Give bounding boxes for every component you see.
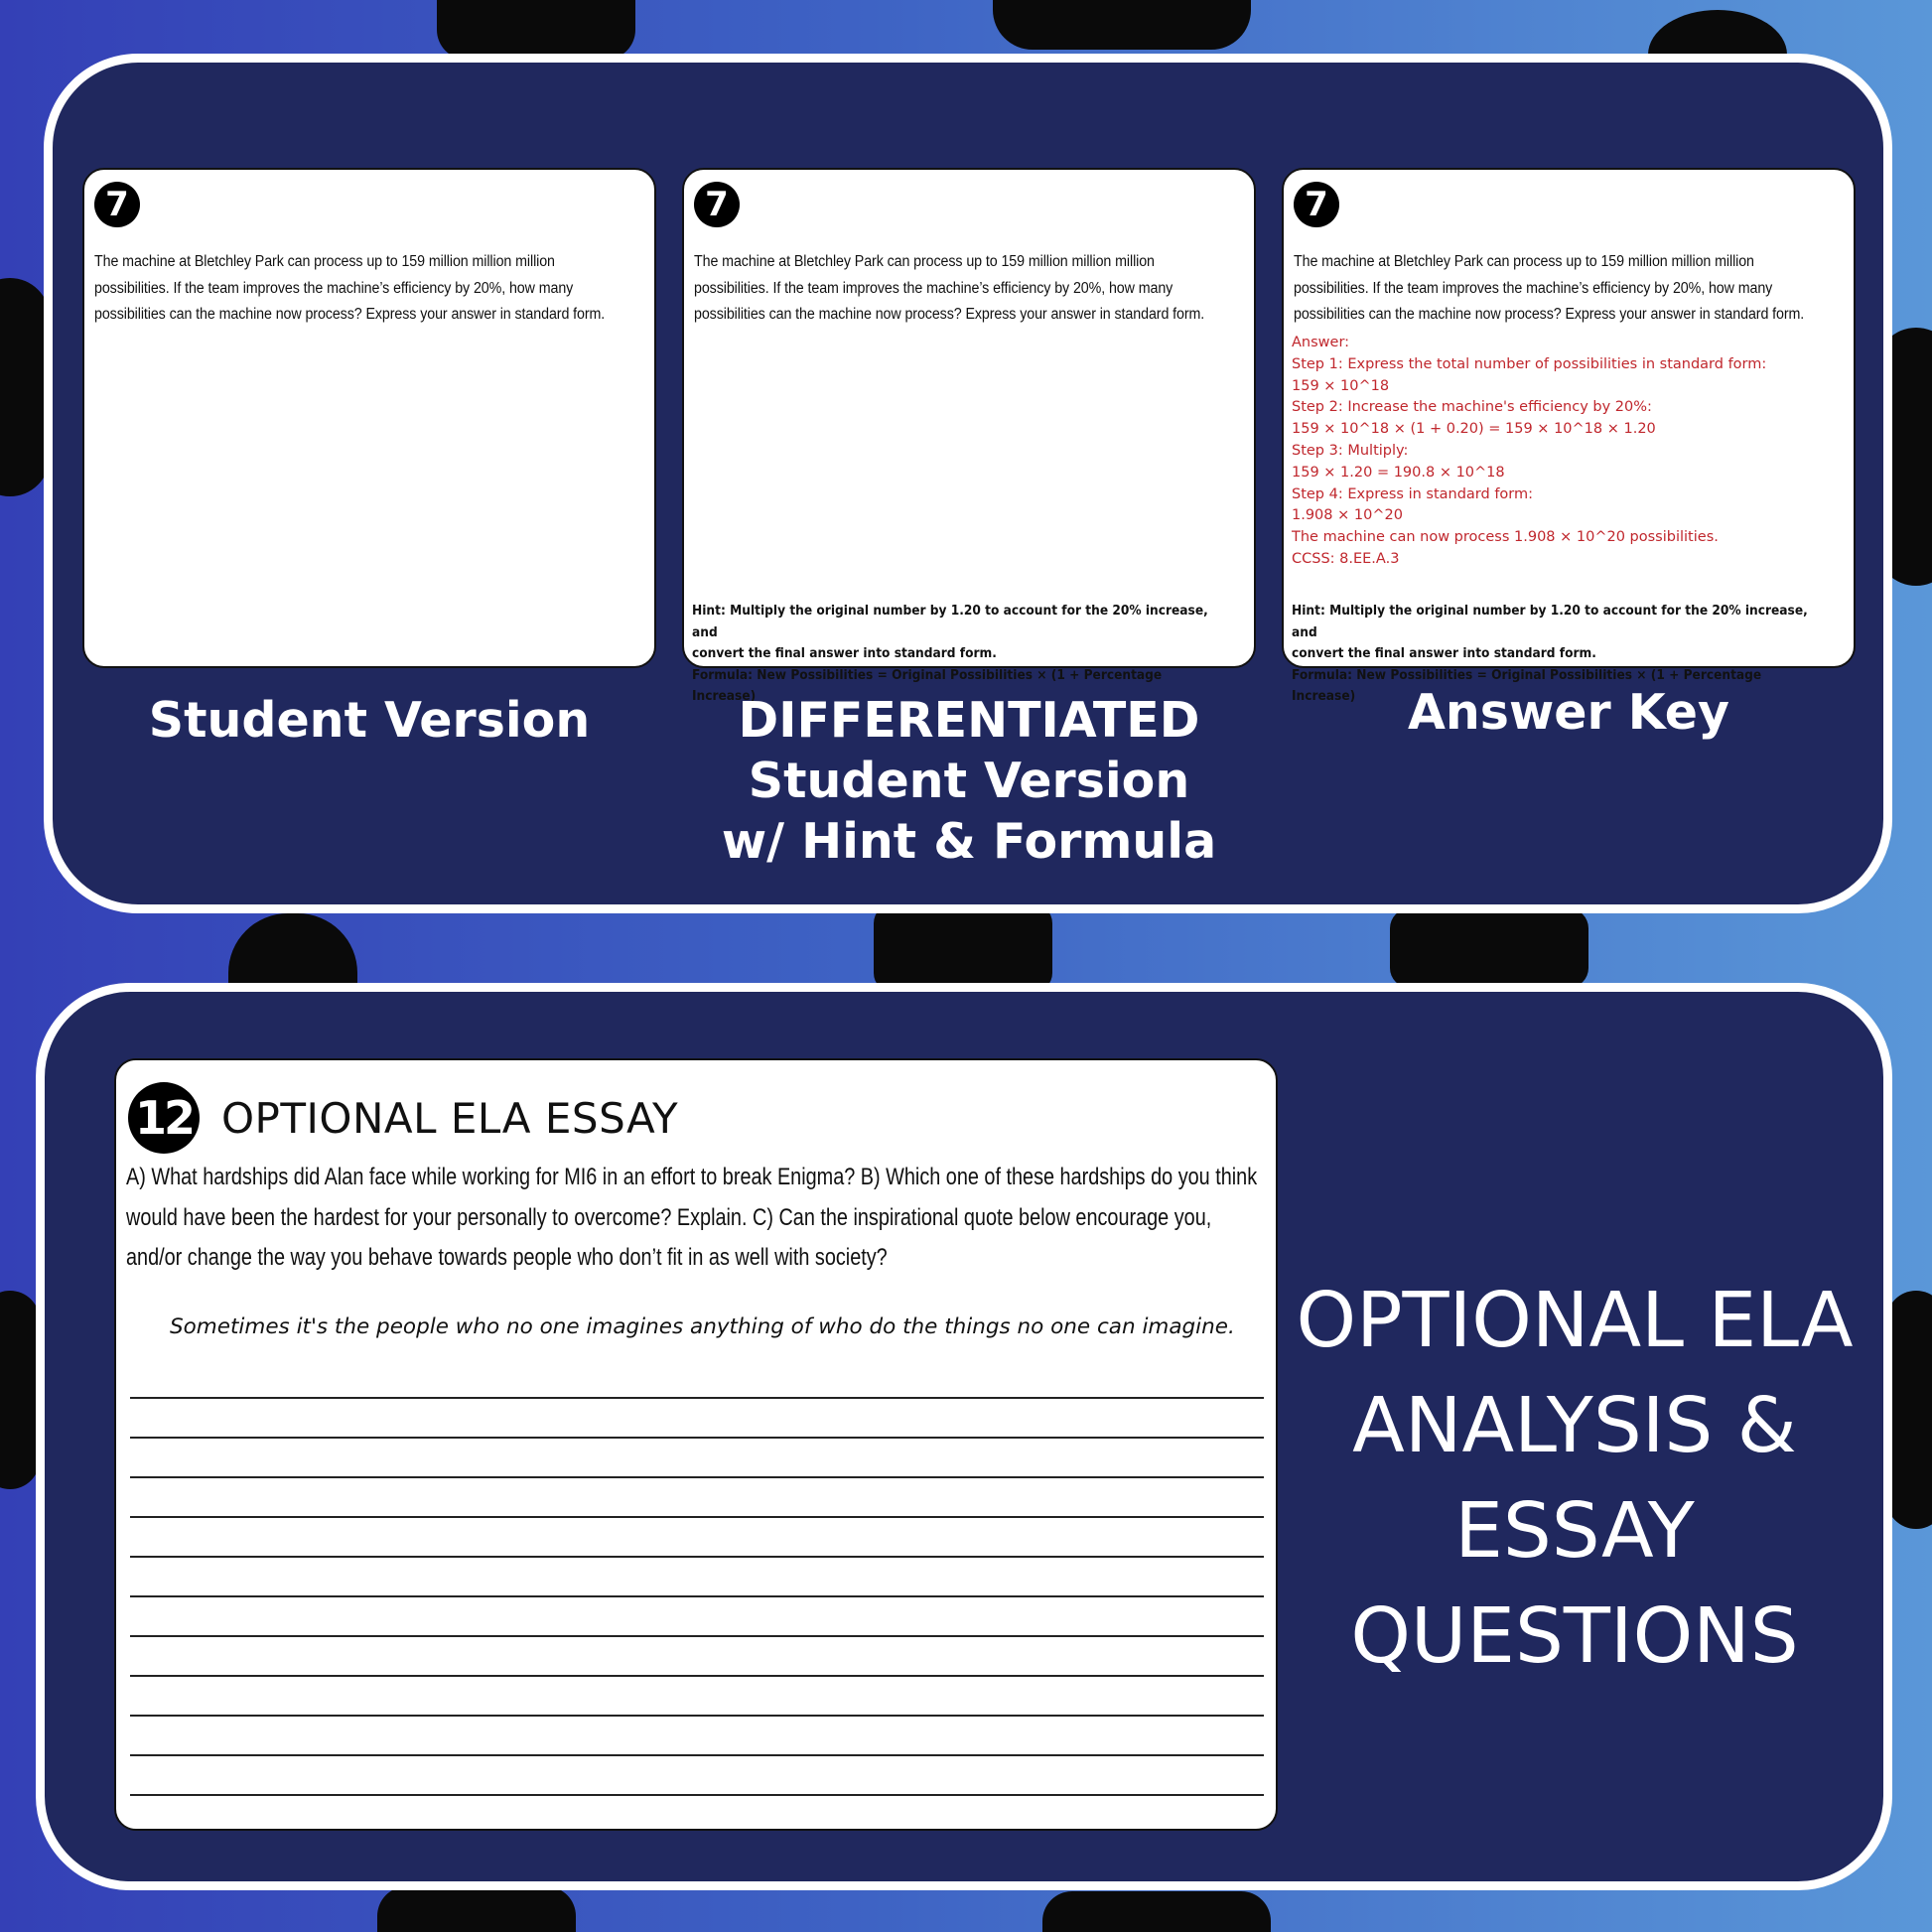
essay-number-badge: 12 — [128, 1082, 200, 1154]
differentiated-version-label: DIFFERENTIATED Student Version w/ Hint & Formula — [721, 692, 1217, 870]
writing-line — [130, 1754, 1264, 1756]
essay-card — [114, 1058, 1278, 1831]
logo-fragment — [0, 1291, 40, 1489]
student-version-label: Student Version — [148, 692, 591, 749]
writing-line — [130, 1595, 1264, 1597]
writing-line — [130, 1675, 1264, 1677]
answer-key-label: Answer Key — [1408, 684, 1729, 741]
essay-section-label: OPTIONAL ELA ANALYSIS & ESSAY QUESTIONS — [1296, 1277, 1854, 1681]
essay-prompt: A) What hardships did Alan face while working for MI6 in an effort to break Enigma? B) Which one of these hardships do you think would have been the hardest for your personally to overcome? Explain. C) Can the inspirational quote below encourage you, and/or change the way you behave towards people who don’t fit in as well with society? — [126, 1164, 1258, 1271]
differentiated-version-card — [682, 168, 1256, 704]
answer-steps: Answer: Step 1: Express the total number of possibilities in standard form: 159 × 10^18 Step 2: Increase the machine's efficiency by 20%: 159 × 10^18 × (1 + 0.20) = 159 × 10^18 × 1.20 Step 3: Multiply: 159 × 1.20 = 190.8 × 10^18 Step 4: Express in standard form: 1.908 × 10^20 The machine can now process 1.908 × 10^20 possibilities. CCSS: 8.EE.A.3 — [1292, 335, 1767, 567]
writing-line — [130, 1437, 1264, 1439]
essay-title: OPTIONAL ELA ESSAY — [221, 1094, 679, 1143]
writing-line — [130, 1476, 1264, 1478]
logo-fragment — [228, 913, 357, 993]
writing-line — [130, 1556, 1264, 1558]
logo-fragment — [993, 0, 1251, 50]
writing-line — [130, 1794, 1264, 1796]
logo-fragment — [874, 903, 1052, 993]
writing-line — [130, 1635, 1264, 1637]
question-number-badge: 7 — [94, 182, 140, 227]
writing-line — [130, 1715, 1264, 1717]
question-text: The machine at Bletchley Park can process up to 159 million million million possibilities. If the team improves the machine’s efficiency by 20%, how many possibilities can the machine now process? Express your answer in standard form. — [1294, 253, 1805, 323]
writing-line — [130, 1516, 1264, 1518]
logo-fragment — [1390, 908, 1588, 988]
logo-fragment — [377, 1886, 576, 1932]
question-number-badge: 7 — [1294, 182, 1339, 227]
question-text: The machine at Bletchley Park can process up to 159 million million million possibilities. If the team improves the machine’s efficiency by 20%, how many possibilities can the machine now process? Express your answer in standard form. — [694, 253, 1205, 323]
answer-key-card — [1282, 168, 1856, 704]
student-version-card — [82, 168, 656, 668]
versions-panel — [44, 54, 1892, 913]
writing-line — [130, 1397, 1264, 1399]
question-number-badge: 7 — [694, 182, 740, 227]
hint-formula: Hint: Multiply the original number by 1.20 to account for the 20% increase, and convert the final answer into standard form. Formula: New Possibilities = Original Possibilities × (1 + Percentage Increase) — [692, 604, 1208, 704]
logo-fragment — [1042, 1891, 1271, 1932]
question-text: The machine at Bletchley Park can process up to 159 million million million possibilities. If the team improves the machine’s efficiency by 20%, how many possibilities can the machine now process? Express your answer in standard form. — [94, 253, 606, 323]
logo-fragment — [0, 278, 50, 496]
logo-fragment — [437, 0, 635, 60]
essay-quote: Sometimes it's the people who no one imagines anything of who do the things no one can imagine. — [170, 1314, 1235, 1339]
hint-formula: Hint: Multiply the original number by 1.20 to account for the 20% increase, and convert the final answer into standard form. Formula: New Possibilities = Original Possibilities × (1 + Percentage Increase) — [1292, 604, 1808, 704]
